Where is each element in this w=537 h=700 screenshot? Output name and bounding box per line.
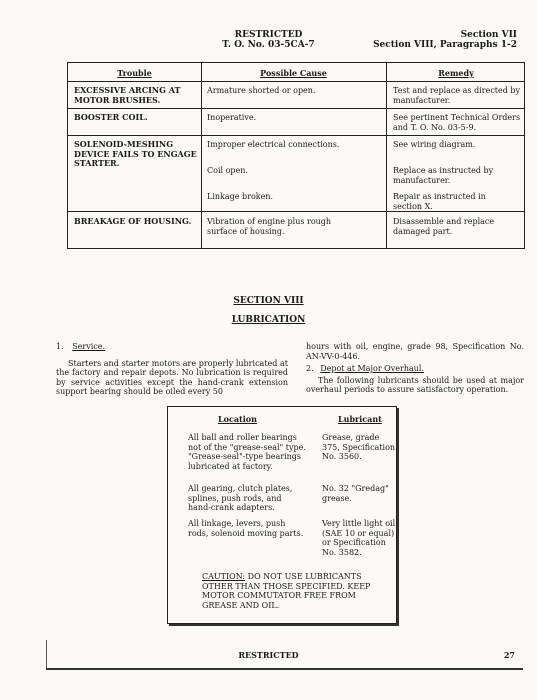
caution-note: [202, 572, 392, 610]
table-header-rule: [68, 81, 524, 82]
paragraph-1-title: Service.: [72, 342, 106, 351]
lubricant-cell: Grease, grade 375, Specification No. 3560.: [322, 433, 396, 461]
paragraph-2-text: The following lubricants should be used at major overhaul periods to assure satisfactory operation.: [306, 375, 524, 394]
location-cell: All linkage, levers, push rods, solenoid moving parts.: [188, 519, 304, 538]
trouble-cell: BOOSTER COIL.: [74, 112, 148, 122]
cause-cell: Linkage broken.: [207, 192, 274, 201]
table-divider: [201, 63, 202, 248]
remedy-cell: Disassemble and replace damaged part.: [393, 217, 495, 236]
paragraph-2-title: Depot at Major Overhaul.: [320, 364, 424, 373]
remedy-cell: See pertinent Technical Orders and T. O. No. 03-5-9.: [393, 113, 521, 132]
table-divider: [386, 63, 387, 248]
column-header-location: Location: [218, 414, 257, 424]
cause-cell: Coil open.: [207, 166, 248, 175]
paragraph-1-text: Starters and starter motors are properly lubricated at the factory and repair depots. No lubrication is required by service activities except the hand-crank extension support bearing should be oiled every 50: [56, 358, 288, 396]
header-paragraphs: Section VIII, Paragraphs 1-2: [373, 40, 517, 50]
remedy-cell: Test and replace as directed by manufacturer.: [393, 86, 521, 105]
trouble-cell: SOLENOID-MESHING DEVICE FAILS TO ENGAGE STARTER.: [74, 139, 197, 168]
column-header-cause: Possible Cause: [260, 68, 327, 78]
header-restricted: RESTRICTED: [234, 30, 303, 40]
paragraph-2-heading: [306, 364, 524, 374]
section-title: SECTION VIII: [233, 296, 304, 306]
remedy-cell: Replace as instructed by manufacturer.: [393, 166, 494, 185]
lubricant-cell: No. 32 "Gredag" grease.: [322, 484, 389, 503]
page-number: 27: [503, 650, 515, 660]
footer-restricted: RESTRICTED: [238, 650, 299, 660]
paragraph-2-number: 2.: [306, 364, 314, 373]
column-header-remedy: Remedy: [438, 68, 474, 78]
remedy-cell: See wiring diagram.: [393, 140, 476, 149]
trouble-cell: BREAKAGE OF HOUSING.: [74, 216, 192, 226]
paragraph-1-continued: hours with oil, engine, grade 98, Specification No. AN-VV-0-446.: [306, 342, 524, 361]
caution-text: DO NOT USE LUBRICANTS OTHER THAN THOSE SPECIFIED. KEEP MOTOR COMMUTATOR FREE FROM GREASE AND OIL.: [202, 572, 371, 610]
cause-cell: Armature shorted or open.: [207, 86, 316, 95]
paragraph-1: [56, 342, 288, 397]
lubricant-table: [167, 406, 397, 624]
bottom-rule: [46, 668, 523, 670]
table-row-rule: [68, 135, 524, 136]
table-row-rule: [68, 108, 524, 109]
location-cell: All gearing, clutch plates, splines, push rods, and hand-crank adapters.: [188, 484, 293, 512]
table-row-rule: [68, 211, 524, 212]
cause-cell: Inoperative.: [207, 113, 257, 122]
paragraph-1-heading: [56, 342, 288, 352]
column-header-lubricant: Lubricant: [338, 414, 382, 424]
header-to-number: T. O. No. 03-5CA-7: [222, 40, 315, 50]
header-right: [373, 30, 517, 50]
trouble-cell: EXCESSIVE ARCING AT MOTOR BRUSHES.: [74, 85, 181, 105]
paragraph-1-number: 1.: [56, 342, 64, 351]
header-section: Section VII: [460, 30, 517, 40]
lubricant-cell: Very little light oil (SAE 10 or equal) or Specification No. 3582.: [322, 519, 396, 557]
section-subtitle: LUBRICATION: [231, 315, 306, 325]
right-column: [306, 342, 524, 395]
cause-cell: Vibration of engine plus rough surface of housing.: [207, 217, 332, 236]
location-cell: All ball and roller bearings not of the "grease-seal" type. "Grease-seal"-type bearings lubricated at factory.: [188, 433, 306, 471]
cause-cell: Improper electrical connections.: [207, 140, 340, 149]
caution-label: CAUTION:: [202, 572, 246, 581]
trouble-table: [67, 62, 525, 249]
remedy-cell: Repair as instructed in section X.: [393, 192, 486, 211]
column-header-trouble: Trouble: [117, 68, 152, 78]
